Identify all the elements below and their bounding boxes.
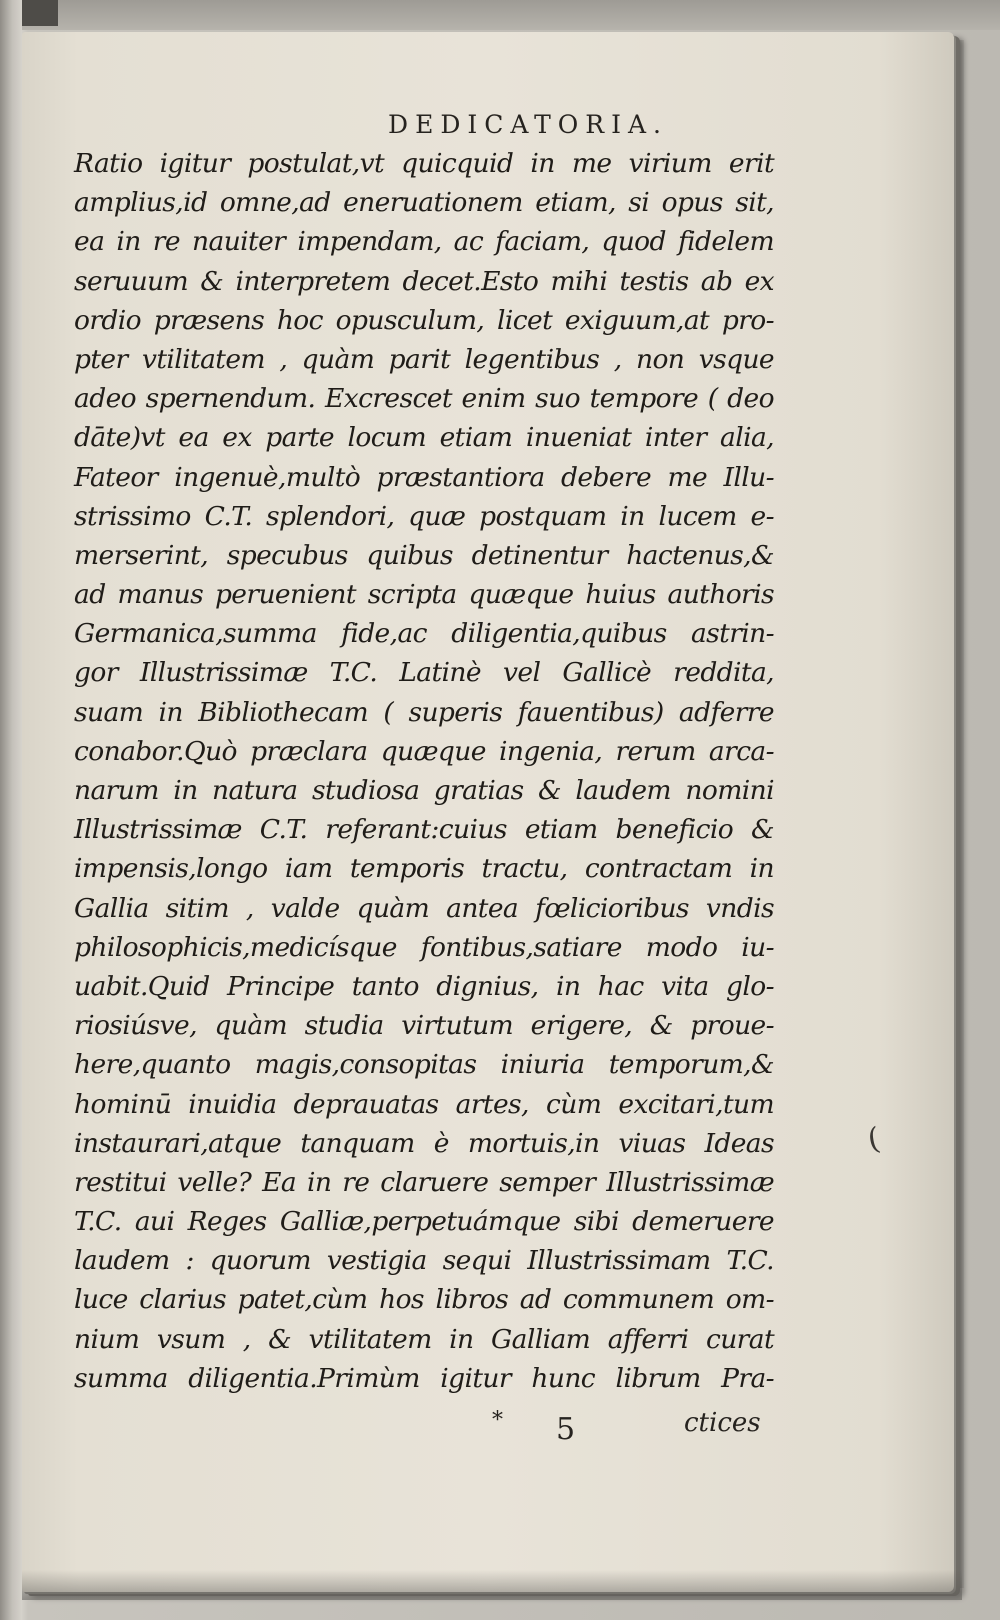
text-line: Fateor ingenuè,multò præstantiora debere me Illu- bbox=[74, 461, 774, 493]
text-line: Illustrissimæ C.T. referant:cuius etiam beneficio & bbox=[74, 814, 774, 846]
text-line: narum in natura studiosa gratias & laudem nomini bbox=[74, 775, 774, 806]
text-line: nium vsum , & vtilitatem in Galliam afferri curat bbox=[74, 1323, 774, 1355]
text-line: ea in re nauiter impendam, ac faciam, quod fidelem bbox=[74, 226, 774, 258]
text-line: uabit.Quid Principe tanto dignius, in hac vita glo- bbox=[74, 970, 774, 1002]
text-line: luce clarius patet,cùm hos libros ad communem om- bbox=[74, 1284, 774, 1316]
text-line: amplius,id omne,ad eneruationem etiam, si opus sit, bbox=[74, 187, 774, 219]
text-line: merserint, specubus quibus detinentur hactenus,& bbox=[74, 539, 774, 571]
corner-tab bbox=[22, 0, 58, 26]
text-line: impensis,longo iam temporis tractu, contractam in bbox=[74, 853, 774, 885]
text-line: strissimo C.T. splendori, quæ postquam in lucem e- bbox=[74, 500, 774, 532]
text-line: conabor.Quò præclara quæque ingenia, rerum arca- bbox=[74, 735, 774, 767]
text-line: adeo spernendum. Excrescet enim suo tempore ( deo bbox=[74, 383, 774, 415]
text-line: restitui velle? Ea in re claruere semper Illustrissimæ bbox=[74, 1166, 774, 1198]
top-strip bbox=[0, 0, 1000, 30]
text-line: pter vtilitatem , quàm parit legentibus , non vsque bbox=[74, 343, 774, 375]
book-page bbox=[22, 32, 954, 1592]
text-line: riosiúsve, quàm studia virtutum erigere, & proue- bbox=[74, 1010, 774, 1042]
text-line: dāte)vt ea ex parte locum etiam inueniat inter alia, bbox=[74, 422, 774, 454]
text-line: ad manus peruenient scripta quæque huius authoris bbox=[74, 579, 774, 611]
text-line: Ratio igitur postulat,vt quicquid in me virium erit bbox=[74, 148, 774, 179]
text-line: suam in Bibliothecam ( superis fauentibus) adferre bbox=[74, 696, 774, 728]
text-line: seruuum & interpretem decet.Esto mihi testis ab ex bbox=[74, 265, 774, 297]
text-line: laudem : quorum vestigia sequi Illustrissimam T.C. bbox=[74, 1245, 774, 1277]
text-line: hominū inuidia deprauatas artes, cùm excitari,tum bbox=[74, 1088, 774, 1120]
text-line: philosophicis,medicísque fontibus,satiare modo iu- bbox=[74, 931, 774, 963]
text-line: Germanica,summa fide,ac diligentia,quibus astrin- bbox=[74, 618, 774, 650]
catchword: ctices bbox=[684, 1408, 761, 1438]
spine-edge bbox=[0, 0, 22, 1620]
text-line: instaurari,atque tanquam è mortuis,in viuas Ideas bbox=[74, 1127, 774, 1159]
text-line: summa diligentia.Primùm igitur hunc librum Pra- bbox=[74, 1362, 774, 1394]
text-line: ordio præsens hoc opusculum, licet exiguum,at pro- bbox=[74, 304, 774, 336]
text-line: T.C. aui Reges Galliæ,perpetuámque sibi demeruere bbox=[74, 1206, 774, 1238]
page-bottom-shadow bbox=[22, 1570, 962, 1600]
signature-mark: * bbox=[492, 1408, 503, 1433]
margin-mark: ( bbox=[865, 1121, 883, 1158]
body-text bbox=[74, 144, 774, 1398]
text-line: here,quanto magis,consopitas iniuria temporum,& bbox=[74, 1049, 774, 1081]
running-head: DEDICATORIA. bbox=[388, 110, 668, 139]
text-line: Gallia sitim , valde quàm antea fœlicioribus vndis bbox=[74, 892, 774, 924]
folio-number: 5 bbox=[556, 1412, 576, 1447]
text-line: gor Illustrissimæ T.C. Latinè vel Gallicè reddita, bbox=[74, 657, 774, 689]
